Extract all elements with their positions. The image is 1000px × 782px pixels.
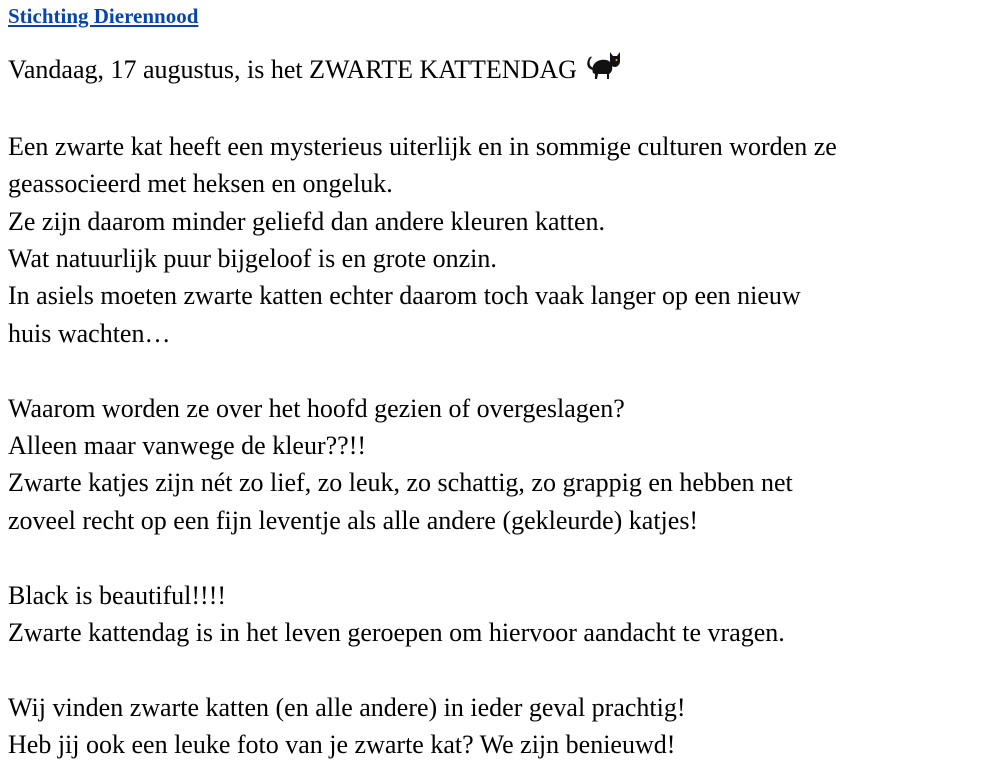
- paragraph-gap: [8, 352, 992, 389]
- post-line: In asiels moeten zwarte katten echter daarom toch vaak langer op een nieuw: [8, 281, 801, 311]
- post-line: Wij vinden zwarte katten (en alle andere) in ieder geval prachtig!: [8, 692, 686, 722]
- post-line: Zwarte katjes zijn nét zo lief, zo leuk, zo schattig, zo grappig en hebben net: [8, 468, 793, 498]
- post-line: zoveel recht op een fijn leventje als alle andere (gekleurde) katjes!: [8, 505, 699, 535]
- post-line: Ze zijn daarom minder geliefd dan andere kleuren katten.: [8, 206, 606, 236]
- organization-link[interactable]: Stichting Dierennood: [8, 4, 199, 28]
- post-line: Black is beautiful!!!!: [8, 580, 227, 610]
- paragraph-gap: [8, 651, 992, 688]
- paragraph-gap: [8, 539, 992, 576]
- post-line: geassocieerd met heksen en ongeluk.: [8, 169, 393, 199]
- paragraph-gap: [8, 90, 992, 127]
- post-line: Heb jij ook een leuke foto van je zwarte kat? We zijn benieuwd!: [8, 730, 676, 760]
- post-line: Alleen maar vanwege de kleur??!!: [8, 431, 367, 461]
- post-line: huis wachten…: [8, 318, 171, 348]
- post-line: Waarom worden ze over het hoofd gezien of overgeslagen?: [8, 393, 625, 423]
- post-title-text: Vandaag, 17 augustus, is het ZWARTE KATTENDAG: [8, 55, 577, 84]
- post-title-line: [8, 46, 992, 90]
- post-line: Zwarte kattendag is in het leven geroepen om hiervoor aandacht te vragen.: [8, 618, 785, 648]
- post-line: Een zwarte kat heeft een mysterieus uiterlijk en in sommige culturen worden ze: [8, 131, 837, 161]
- post-body: [8, 46, 992, 764]
- post-line: Wat natuurlijk puur bijgeloof is en grote onzin.: [8, 244, 497, 274]
- black-cat-icon: [583, 46, 623, 90]
